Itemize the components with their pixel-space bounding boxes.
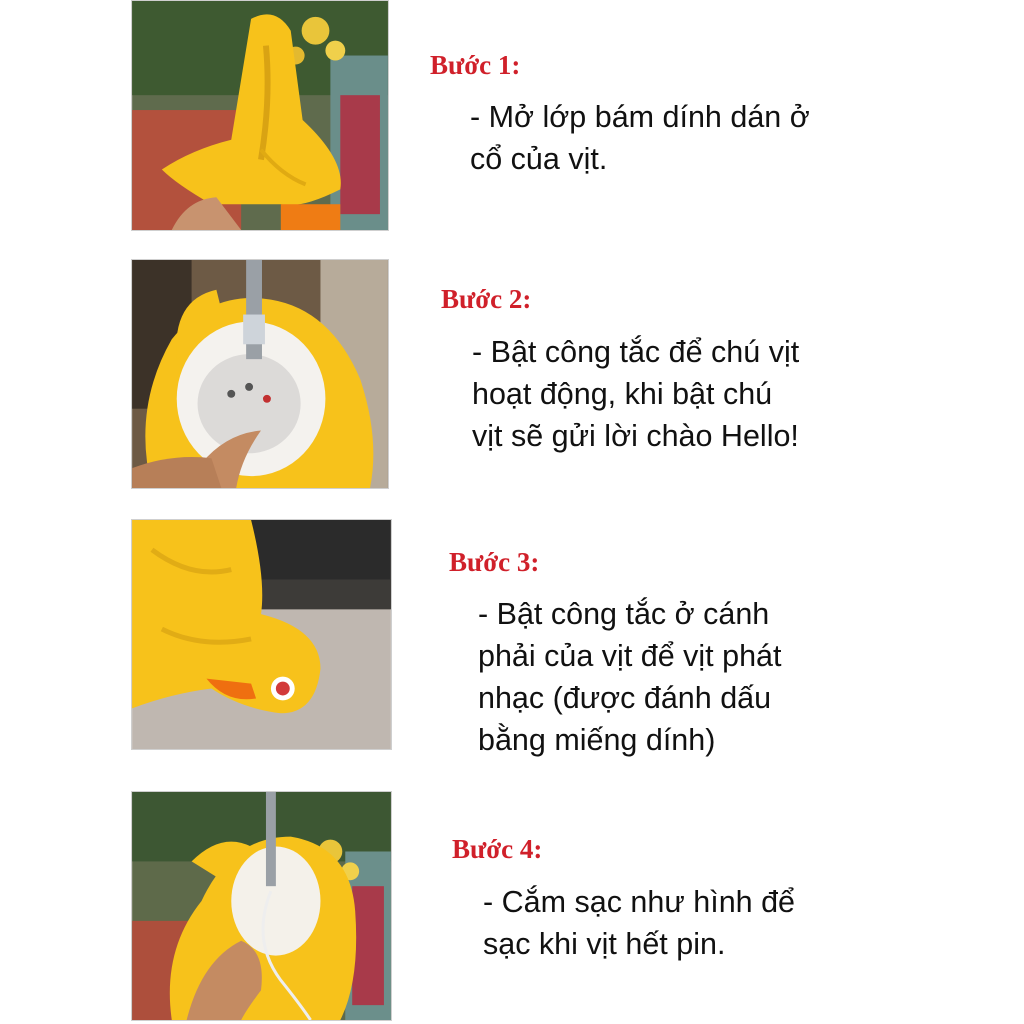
step-1-text: - Mở lớp bám dính dán ở cổ của vịt. bbox=[470, 100, 810, 176]
step-4-photo bbox=[131, 791, 392, 1021]
step-4-text: - Cắm sạc như hình để sạc khi vịt hết pin. bbox=[483, 885, 796, 961]
step-2-photo bbox=[131, 259, 389, 489]
step-1-title: Bước 1: bbox=[430, 50, 521, 80]
step-3-text: - Bật công tắc ở cánh phải của vịt để vịt phát nhạc (được đánh dấu bằng miếng dính) bbox=[478, 597, 782, 757]
duck-toy-neck-velcro-photo-icon bbox=[132, 1, 388, 230]
step-3-photo bbox=[131, 519, 392, 750]
duck-toy-wing-music-button-photo-icon bbox=[132, 520, 391, 749]
step-1-photo bbox=[131, 0, 389, 231]
step-3-title: Bước 3: bbox=[449, 547, 540, 577]
step-2-text: - Bật công tắc để chú vịt hoạt động, khi bật chú vịt sẽ gửi lời chào Hello! bbox=[472, 335, 800, 453]
duck-toy-power-switch-photo-icon bbox=[132, 260, 388, 488]
step-2-title: Bước 2: bbox=[441, 284, 532, 314]
step-4-title: Bước 4: bbox=[452, 834, 543, 864]
duck-toy-charging-cable-photo-icon bbox=[132, 792, 391, 1020]
